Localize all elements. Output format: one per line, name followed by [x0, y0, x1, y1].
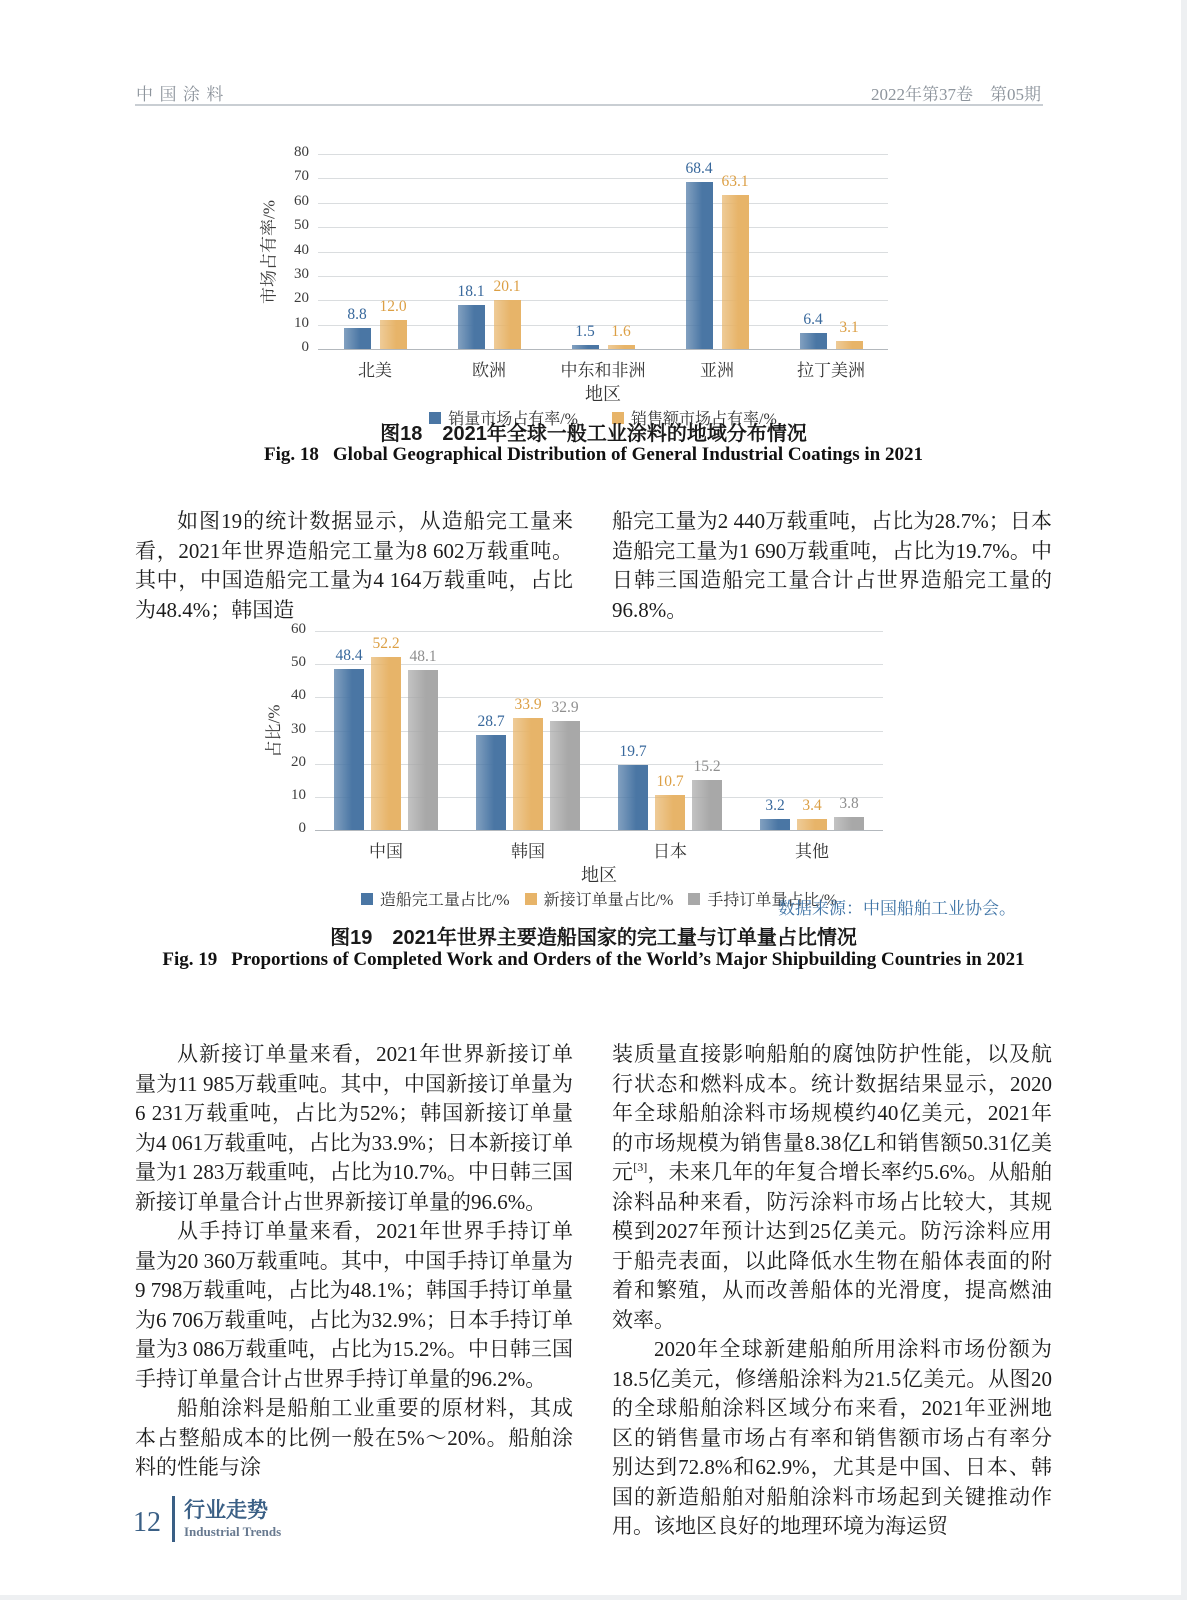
- fig19-caption-en: [135, 949, 1052, 971]
- bar-value-label: 52.2: [372, 634, 400, 652]
- bar: [686, 182, 713, 349]
- fig19-caption-text-cn: 2021年世界主要造船国家的完工量与订单量占比情况: [392, 927, 857, 949]
- data-source-note: 数据来源：中国船舶工业协会。: [778, 899, 1016, 918]
- bar: [572, 345, 599, 349]
- bar-value-label: 19.7: [619, 742, 647, 760]
- bar: [655, 795, 685, 830]
- fig19-caption-cn: [135, 921, 1052, 950]
- header-rule: [135, 104, 1043, 106]
- issue-info: 2022年第37卷 第05期: [871, 85, 1041, 104]
- paragraph: 船舶涂料是船舶工业重要的原材料，其成本占整船成本的比例一般在5%～20%。船舶涂料的性能与涂: [135, 1396, 573, 1479]
- page-number: 12: [133, 1507, 161, 1538]
- y-tick-label: 80: [294, 144, 309, 160]
- paragraph-text: 装质量直接影响船舶的腐蚀防护性能，以及航行状态和燃料成本。统计数据结果显示，2020年全球船舶涂料市场规模约40亿美元，2021年的市场规模为销售量8.38亿L和销售额50.31亿美元: [612, 1042, 1052, 1184]
- fig18-bar-chart: [253, 144, 913, 428]
- footer-section-cn: 行业走势: [184, 1499, 268, 1522]
- legend-swatch-icon: [688, 893, 700, 905]
- footer-section-en: Industrial Trends: [184, 1524, 282, 1539]
- category-label: 欧洲: [472, 361, 506, 380]
- paragraph: 2020年全球新建船舶所用涂料市场份额为18.5亿美元，修缮船涂料为21.5亿美元。从图20的全球船舶涂料区域分布来看，2021年亚洲地区的销售量市场占有率和销售额市场占有率分别达到72.8%和62.9%，尤其是中国、日本、韩国的新造船舶对船舶涂料市场起到关键推动作用。该地区良好的地理环境为海运贸: [612, 1337, 1052, 1538]
- gridline: [318, 252, 888, 253]
- legend-swatch-icon: [361, 893, 373, 905]
- bar-value-label: 1.5: [575, 323, 595, 341]
- y-tick-label: 30: [291, 720, 306, 737]
- body-text-column-left: [135, 1040, 573, 1483]
- bar: [344, 328, 371, 349]
- gridline: [318, 203, 888, 204]
- legend-label: 新接订单量占比/%: [543, 892, 674, 909]
- y-tick-label: 20: [294, 290, 309, 307]
- fig18-caption-cn: [135, 417, 1052, 446]
- bar: [834, 817, 864, 830]
- bar: [692, 780, 722, 830]
- y-tick-label: 20: [291, 753, 306, 770]
- reference-superscript: [3]: [633, 1160, 648, 1174]
- y-tick-label: 70: [294, 168, 309, 185]
- legend-item: [361, 887, 510, 910]
- bar: [722, 195, 749, 349]
- body-text-column-left: [135, 507, 573, 625]
- category-label: 拉丁美洲: [797, 361, 865, 380]
- journal-name: 中国涂料: [136, 85, 230, 104]
- fig18-caption-label-en: Fig. 18: [264, 444, 319, 465]
- paragraph: 从手持订单量来看，2021年世界手持订单量为20 360万载重吨。其中，中国手持订单量为9 798万载重吨，占比为48.1%；韩国手持订单量为6 706万载重吨，占比为32.9%；日本手持订单量为3 086万载重吨，占比为15.2%。中日韩三国手持订单量合计占世界手持订单量的96.2%。: [135, 1219, 573, 1391]
- fig19-caption-label-en: Fig. 19: [162, 949, 218, 970]
- y-axis-title: 市场占有率/%: [259, 199, 279, 304]
- bar: [550, 721, 580, 830]
- bar: [608, 345, 635, 349]
- x-axis-title: 地区: [581, 865, 617, 885]
- y-tick-label: 0: [298, 820, 306, 836]
- body-text-column-right: [612, 507, 1052, 625]
- paragraph: 如图19的统计数据显示，从造船完工量来看，2021年世界造船完工量为8 602万载重吨。其中，中国造船完工量为4 164万载重吨，占比为48.4%；韩国造: [135, 509, 573, 622]
- y-tick-label: 40: [291, 687, 306, 704]
- gridline: [318, 154, 888, 155]
- y-tick-label: 10: [291, 786, 306, 803]
- bar-value-label: 28.7: [477, 712, 505, 730]
- category-label: 其他: [795, 842, 829, 861]
- paragraph: 船完工量为2 440万载重吨，占比为28.7%；日本造船完工量为1 690万载重吨，占比为19.7%。中日韩三国造船完工量合计占世界造船完工量的96.8%。: [612, 509, 1052, 622]
- bar: [797, 819, 827, 830]
- bar-value-label: 3.4: [802, 796, 822, 814]
- gridline: [318, 276, 888, 277]
- fig19-caption-label-cn: 图19: [330, 927, 373, 949]
- bar: [836, 341, 863, 349]
- bar: [458, 305, 485, 349]
- y-tick-label: 40: [294, 241, 309, 258]
- y-tick-label: 10: [294, 314, 309, 331]
- x-axis-title: 地区: [585, 384, 621, 404]
- bar: [334, 669, 364, 830]
- bar-value-label: 48.4: [335, 647, 363, 665]
- bar-value-label: 8.8: [347, 305, 367, 323]
- fig19-bar-chart: [253, 621, 913, 909]
- y-tick-label: 50: [294, 217, 309, 234]
- legend-swatch-icon: [525, 893, 537, 905]
- category-label: 北美: [358, 361, 392, 380]
- body-text-column-right: [612, 1040, 1052, 1542]
- bar-value-label: 3.1: [839, 319, 859, 337]
- fig18-caption-text-cn: 2021年全球一般工业涂料的地域分布情况: [442, 423, 807, 445]
- legend-label: 造船完工量占比/%: [379, 892, 510, 909]
- fig19-caption-text-en: Proportions of Completed Work and Orders of the World’s Major Shipbuilding Countries in 2021: [231, 949, 1025, 970]
- y-axis-title: 占比/%: [264, 704, 284, 757]
- paragraph-text: ，未来几年的年复合增长率约5.6%。从船舶涂料品种来看，防污涂料市场占比较大，其规模到2027年预计达到25亿美元。防污涂料应用于船壳表面，以此降低水生物在船体表面的附着和繁殖，从而改善船体的光滑度，提高燃油效率。: [612, 1160, 1053, 1332]
- bar-value-label: 3.8: [839, 795, 859, 813]
- bar-value-label: 33.9: [514, 695, 542, 713]
- category-label: 中东和非洲: [560, 361, 646, 380]
- bar-value-label: 15.2: [693, 757, 721, 775]
- bar: [371, 657, 401, 830]
- bar: [476, 735, 506, 830]
- category-label: 日本: [653, 842, 687, 861]
- gridline: [315, 631, 883, 632]
- paragraph: [612, 1040, 1052, 1335]
- footer-section: [184, 1498, 281, 1540]
- bar-value-label: 3.2: [765, 797, 785, 815]
- legend-item: [525, 887, 674, 910]
- bar: [760, 819, 790, 830]
- bar-value-label: 6.4: [803, 311, 823, 329]
- fig18-caption-text-en: Global Geographical Distribution of General Industrial Coatings in 2021: [332, 444, 923, 465]
- category-label: 中国: [369, 842, 403, 861]
- paragraph: 从新接订单量来看，2021年世界新接订单量为11 985万载重吨。其中，中国新接订单量为6 231万载重吨，占比为52%；韩国新接订单量为4 061万载重吨，占比为33.9%；日本新接订单量为1 283万载重吨，占比为10.7%。中日韩三国新接订单量合计占世界新接订单量的96.6%。: [135, 1042, 573, 1214]
- x-axis-line: [318, 349, 888, 350]
- legend-label: 手持订单量占比/%: [707, 892, 838, 909]
- bar-value-label: 18.1: [457, 282, 485, 300]
- page-footer: [133, 1496, 281, 1542]
- bar-value-label: 12.0: [379, 297, 407, 315]
- legend-label: 销量市场占有率/%: [448, 411, 578, 428]
- bar-value-label: 48.1: [409, 648, 437, 666]
- bar: [380, 320, 407, 349]
- bar: [494, 300, 521, 349]
- bar: [408, 670, 438, 830]
- y-tick-label: 50: [291, 654, 306, 671]
- category-label: 韩国: [511, 842, 545, 861]
- gridline: [318, 227, 888, 228]
- bar-value-label: 32.9: [551, 698, 579, 716]
- bar-value-label: 68.4: [685, 160, 713, 178]
- legend-label: 销售额市场占有率/%: [631, 411, 777, 428]
- bar-value-label: 63.1: [721, 173, 749, 191]
- category-label: 亚洲: [700, 361, 734, 380]
- bar-value-label: 1.6: [611, 323, 631, 341]
- y-tick-label: 60: [291, 621, 306, 637]
- y-tick-label: 60: [294, 192, 309, 209]
- gridline: [318, 178, 888, 179]
- bar: [513, 718, 543, 830]
- fig18-caption-en: [135, 444, 1052, 466]
- footer-divider-bar: [172, 1496, 175, 1542]
- y-tick-label: 0: [301, 339, 309, 355]
- x-axis-line: [315, 830, 883, 831]
- y-tick-label: 30: [294, 265, 309, 282]
- bar-value-label: 20.1: [493, 278, 521, 295]
- fig18-caption-label-cn: 图18: [380, 423, 423, 445]
- bar-value-label: 10.7: [656, 772, 684, 790]
